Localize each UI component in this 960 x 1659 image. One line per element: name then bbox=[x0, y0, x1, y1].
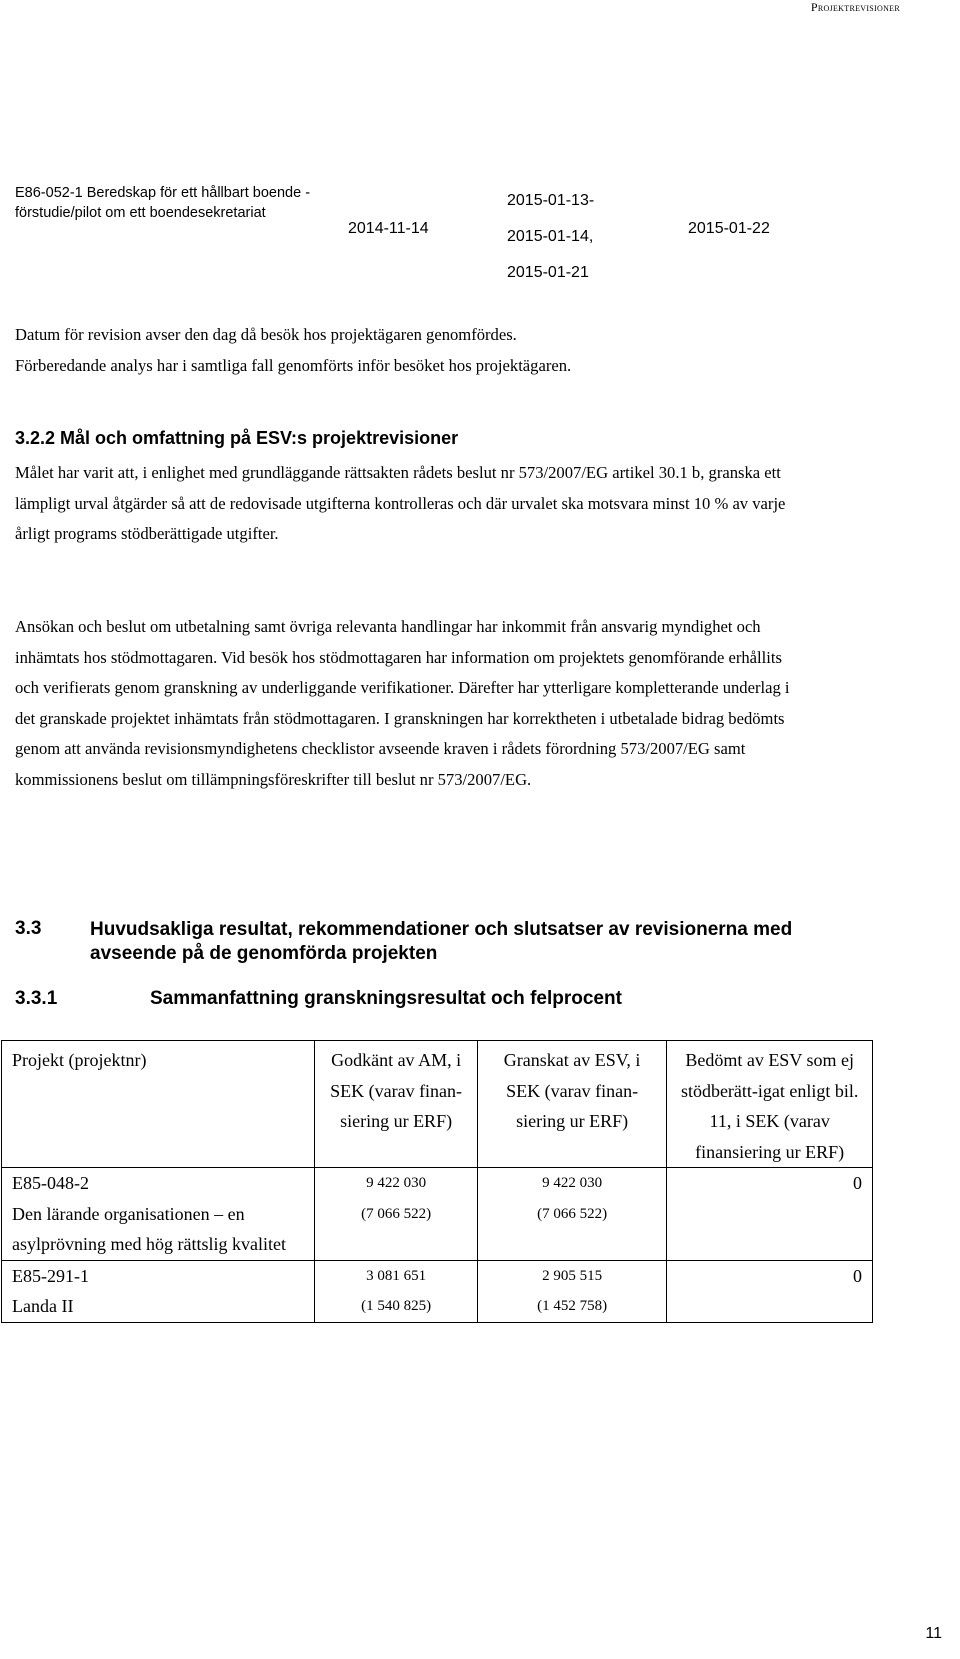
approved-erf-amount: (1 540 825) bbox=[361, 1298, 432, 1314]
column-header: Godkänt av AM, i SEK (varav finan-siering ur ERF) bbox=[315, 1041, 478, 1168]
intro-paragraph bbox=[15, 320, 795, 381]
intro-line: Förberedande analys har i samtliga fall genomförts inför besöket hos projektägaren. bbox=[15, 355, 572, 375]
audited-amount: 2 905 515 bbox=[542, 1267, 603, 1284]
section-paragraph: Målet har varit att, i enlighet med grundläggande rättsakten rådets beslut nr 573/2007/EG artikel 30.1 b, granska ett lämpligt urval åtgärder så att de redovisade utgifterna kontrolleras och där urvalet ska motsvara minst 10 % av varje årligt programs stödberättigade utgifter. bbox=[15, 463, 786, 543]
audited-erf-amount: (1 452 758) bbox=[537, 1298, 608, 1314]
project-name: Den lärande organisationen – en asylprövning med hög rättslig kvalitet bbox=[12, 1203, 286, 1254]
ineligible-cell: 0 bbox=[667, 1168, 873, 1261]
date-visit-line: 2015-01-14, bbox=[507, 228, 594, 245]
project-name: Landa II bbox=[12, 1296, 74, 1316]
approved-cell bbox=[315, 1168, 478, 1261]
column-header: Granskat av ESV, i SEK (varav finan-siering ur ERF) bbox=[477, 1041, 666, 1168]
table-row bbox=[2, 1260, 873, 1322]
intro-line: Datum för revision avser den dag då besök hos projektägaren genomfördes. bbox=[15, 325, 517, 344]
audited-cell bbox=[477, 1168, 666, 1261]
table-header-row bbox=[2, 1041, 873, 1168]
approved-erf-amount: (7 066 522) bbox=[361, 1205, 432, 1222]
approved-amount: 3 081 651 bbox=[366, 1267, 427, 1284]
date-visit-line: 2015-01-13- bbox=[507, 192, 595, 209]
section-paragraph: Ansökan och beslut om utbetalning samt övriga relevanta handlingar har inkommit från ansvarig myndighet och inhämtats hos stödmottagaren. Vid besök hos stödmottagaren har information om projektets genomförande erhållits och verifierats genom granskning av underliggande verifikationer. Därefter har ytterligare kompletterande underlag i det granskade projektet inhämtats från stödmottagaren. I granskningen har korrektheten i utbetalade bidrag bedömts genom att använda revisionsmyndighetens checklistor avseende kraven i rådets förordning 573/2007/EG samt kommissionens beslut om tillämpningsföreskrifter till beslut nr 573/2007/EG. bbox=[15, 617, 790, 789]
section-number-3-3-1: 3.3.1 bbox=[15, 988, 58, 1009]
running-header: Projektrevisioner bbox=[810, 0, 900, 14]
column-header: Bedömt av ESV som ej stödberätt-igat enligt bil. 11, i SEK (varav finansiering ur ERF) bbox=[667, 1041, 873, 1168]
section-title-3-3: Huvudsakliga resultat, rekommendationer och slutsatser av revisionerna med avseende på de genomförda projekten bbox=[90, 919, 793, 964]
section-heading-3-2-2: 3.2.2 Mål och omfattning på ESV:s projektrevisioner bbox=[15, 428, 459, 448]
project-title: E86-052-1 Beredskap för ett hållbart boende - förstudie/pilot om ett boendesekretariat bbox=[15, 185, 311, 221]
audited-amount: 9 422 030 bbox=[542, 1175, 603, 1191]
audited-erf-amount: (7 066 522) bbox=[537, 1205, 608, 1222]
column-header: Projekt (projektnr) bbox=[2, 1041, 315, 1168]
ineligible-cell: 0 bbox=[667, 1260, 873, 1322]
audited-cell bbox=[477, 1260, 666, 1322]
section-number-3-3: 3.3 bbox=[15, 918, 42, 939]
project-id: E85-291-1 bbox=[12, 1265, 89, 1286]
section-title-3-3-1: Sammanfattning granskningsresultat och felprocent bbox=[150, 988, 622, 1009]
summary-table bbox=[1, 1040, 873, 1323]
project-id: E85-048-2 bbox=[12, 1173, 89, 1193]
page-number: 11 bbox=[925, 1625, 942, 1642]
project-cell bbox=[2, 1168, 315, 1261]
table-row bbox=[2, 1168, 873, 1261]
date-visit-line: 2015-01-21 bbox=[507, 264, 589, 281]
date-visit bbox=[507, 183, 594, 291]
approved-amount: 9 422 030 bbox=[366, 1175, 427, 1191]
approved-cell bbox=[315, 1260, 478, 1322]
date-prepared: 2014-11-14 bbox=[348, 220, 429, 237]
project-cell bbox=[2, 1260, 315, 1322]
date-report: 2015-01-22 bbox=[688, 220, 770, 237]
